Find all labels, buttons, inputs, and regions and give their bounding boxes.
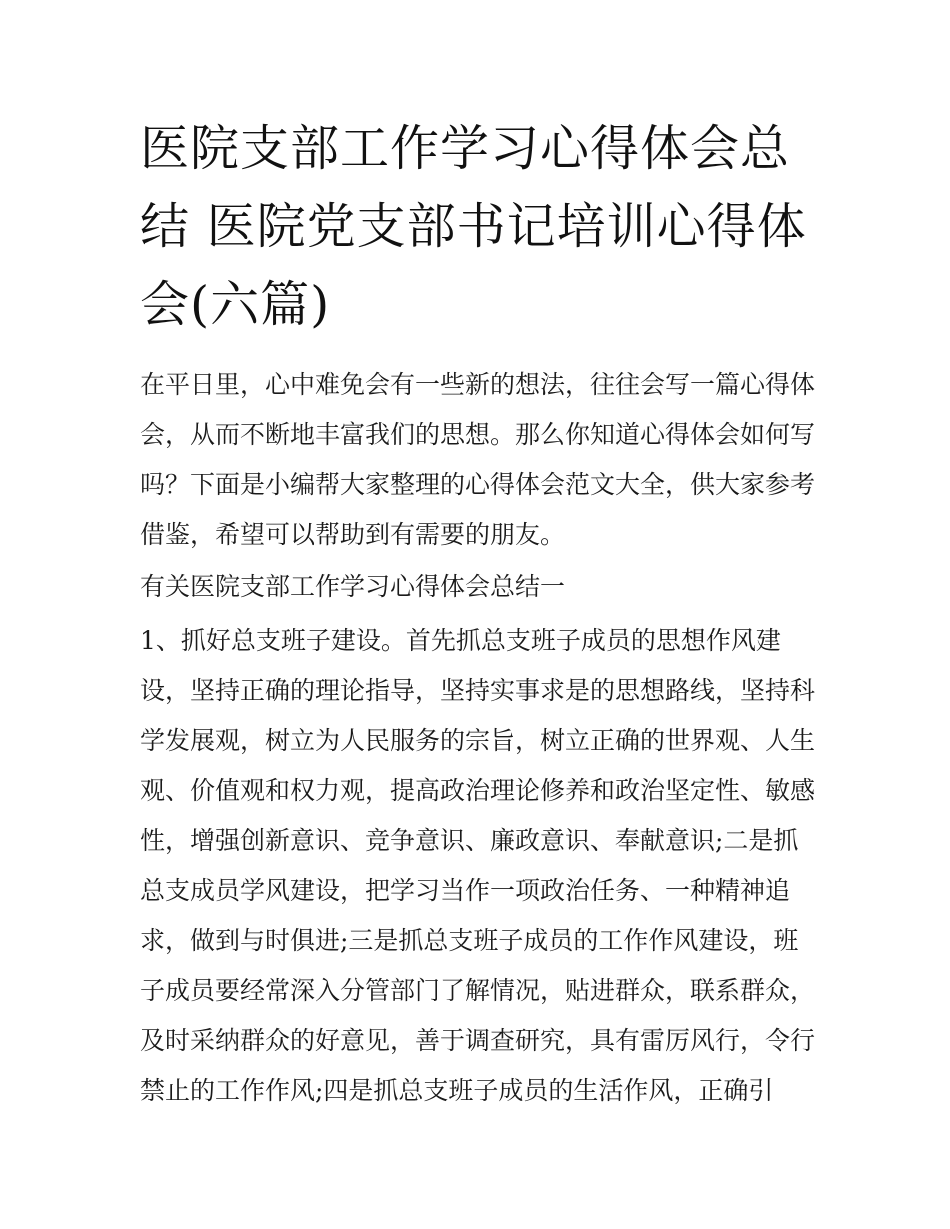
section-heading: 有关医院支部工作学习心得体会总结一	[140, 572, 566, 601]
body-paragraph	[140, 616, 816, 1116]
intro-line: 借鉴，希望可以帮助到有需要的朋友。	[140, 520, 566, 549]
intro-line: 吗？下面是小编帮大家整理的心得体会范文大全，供大家参考	[140, 470, 816, 499]
body-line: 及时采纳群众的好意见，善于调查研究，具有雷厉风行，令行	[140, 1026, 816, 1055]
body-line: 学发展观，树立为人民服务的宗旨，树立正确的世界观、人生	[140, 726, 816, 755]
body-line: 1、抓好总支班子建设。首先抓总支班子成员的思想作风建	[140, 626, 781, 655]
body-line: 求，做到与时俱进;三是抓总支班子成员的工作作风建设，班	[140, 926, 799, 955]
body-line: 总支成员学风建设，把学习当作一项政治任务、一种精神追	[140, 876, 791, 905]
document-title	[140, 110, 812, 344]
body-line: 性，增强创新意识、竞争意识、廉政意识、奉献意识;二是抓	[140, 826, 799, 855]
title-line: 医院支部工作学习心得体会总	[140, 120, 791, 177]
intro-paragraph	[140, 360, 816, 560]
body-line: 观、价值观和权力观，提高政治理论修养和政治坚定性、敏感	[140, 776, 816, 805]
intro-line: 在平日里，心中难免会有一些新的想法，往往会写一篇心得体	[140, 370, 816, 399]
body-line: 子成员要经常深入分管部门了解情况，贴进群众，联系群众，	[140, 976, 816, 1005]
intro-line: 会，从而不断地丰富我们的思想。那么你知道心得体会如何写	[140, 420, 816, 449]
body-line: 设，坚持正确的理论指导，坚持实事求是的思想路线，坚持科	[140, 676, 816, 705]
body-line: 禁止的工作作风;四是抓总支班子成员的生活作风，正确引	[140, 1076, 774, 1105]
title-line: 会(六篇)	[140, 276, 331, 333]
title-line: 结 医院党支部书记培训心得体	[140, 198, 807, 255]
